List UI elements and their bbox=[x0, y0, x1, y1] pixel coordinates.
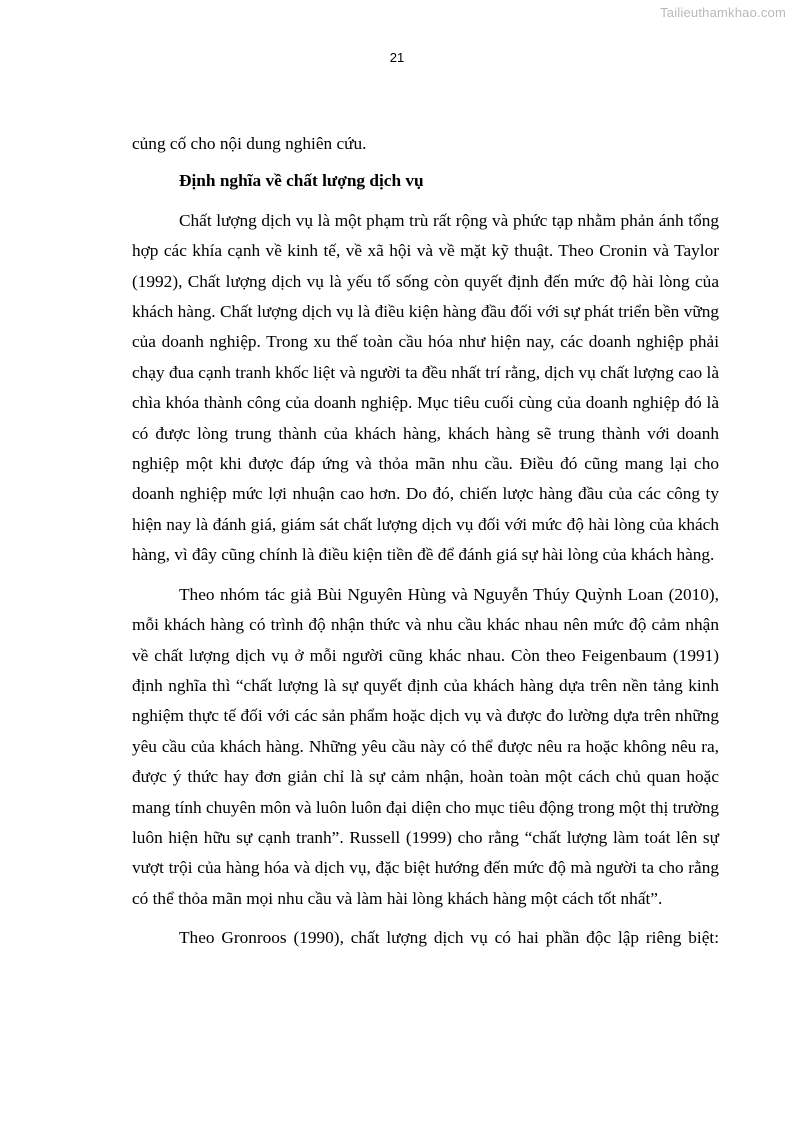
section-heading: Định nghĩa về chất lượng dịch vụ bbox=[179, 171, 424, 191]
intro-paragraph: củng cố cho nội dung nghiên cứu. bbox=[132, 134, 367, 153]
paragraph-gronroos: Theo Gronroos (1990), chất lượng dịch vụ có hai phần độc lập riêng biệt: bbox=[179, 928, 719, 948]
document-body bbox=[132, 129, 719, 954]
watermark: Tailieuthamkhao.com bbox=[660, 5, 786, 20]
paragraph-service-quality: Chất lượng dịch vụ là một phạm trù rất rộng và phức tạp nhằm phản ánh tổng hợp các khía cạnh về kinh tế, về xã hội và về mặt kỹ thuật. Theo Cronin và Taylor (1992), Chất lượng dịch vụ là yếu tố sống còn quyết định đến mức độ hài lòng của khách hàng. Chất lượng dịch vụ là điều kiện hàng đầu đối với sự phát triển bền vững của doanh nghiệp. Trong xu thế toàn cầu hóa như hiện nay, các doanh nghiệp phải chạy đua cạnh tranh khốc liệt và người ta đều nhất trí rằng, dịch vụ chất lượng cao là chìa khóa thành công của doanh nghiệp. Mục tiêu cuối cùng của doanh nghiệp đó là có được lòng trung thành của khách hàng, khách hàng sẽ trung thành với doanh nghiệp một khi được đáp ứng và thỏa mãn nhu cầu. Điều đó cũng mang lại cho doanh nghiệp mức lợi nhuận cao hơn. Do đó, chiến lược hàng đầu của các công ty hiện nay là đánh giá, giám sát chất lượng dịch vụ đối với mức độ hài lòng của khách hàng, vì đây cũng chính là điều kiện tiền đề để đánh giá sự hài lòng của khách hàng. bbox=[132, 210, 719, 565]
paragraph-definitions: Theo nhóm tác giả Bùi Nguyên Hùng và Nguyễn Thúy Quỳnh Loan (2010), mỗi khách hàng có trình độ nhận thức và nhu cầu khác nhau nên mức độ cảm nhận về chất lượng dịch vụ ở mỗi người cũng khác nhau. Còn theo Feigenbaum (1991) định nghĩa thì “chất lượng là sự quyết định của khách hàng dựa trên nền tảng kinh nghiệm thực tế đối với các sản phẩm hoặc dịch vụ và được đo lường dựa trên những yêu cầu của khách hàng. Những yêu cầu này có thể được nêu ra hoặc không nêu ra, được ý thức hay đơn giản chỉ là sự cảm nhận, hoàn toàn một cách chủ quan hoặc mang tính chuyên môn và luôn luôn đại diện cho mục tiêu động trong một thị trường luôn hiện hữu sự cạnh tranh”. Russell (1999) cho rằng “chất lượng làm toát lên sự vượt trội của hàng hóa và dịch vụ, đặc biệt hướng đến mức độ mà người ta cho rằng có thể thỏa mãn mọi nhu cầu và làm hài lòng khách hàng một cách tốt nhất”. bbox=[132, 584, 719, 908]
page-number: 21 bbox=[389, 50, 405, 65]
